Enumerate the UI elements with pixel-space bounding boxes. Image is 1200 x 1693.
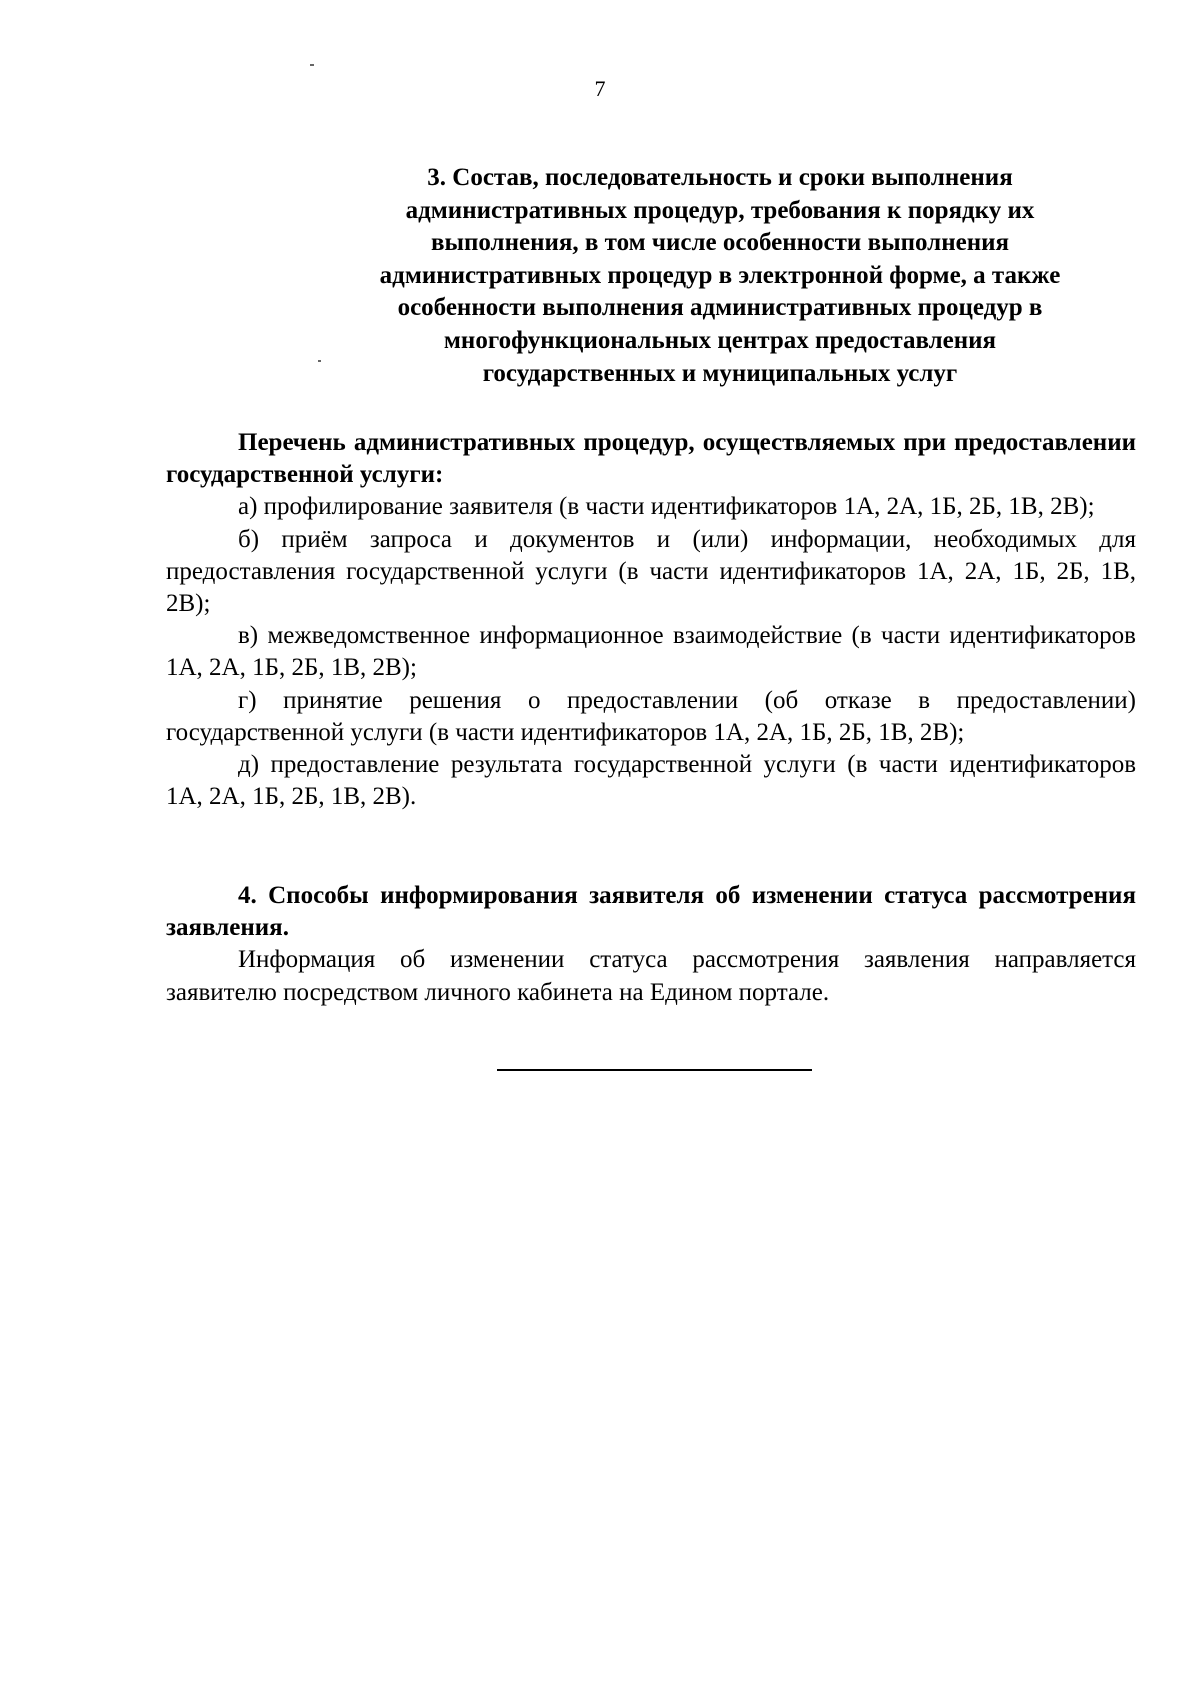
procedure-item: а) профилирование заявителя (в части идентификаторов 1А, 2А, 1Б, 2Б, 1В, 2В); xyxy=(238,493,1095,521)
heading-line: выполнения, в том числе особенности выполнения xyxy=(430,229,1010,257)
heading-line: административных процедур в электронной форме, а также xyxy=(379,261,1061,289)
page-number: 7 xyxy=(594,76,606,101)
heading-line: административных процедур, требования к порядку их xyxy=(405,196,1035,224)
heading-line: многофункциональных центрах предоставления xyxy=(443,326,997,354)
procedures-intro: Перечень административных процедур, осуществляемых при предоставлении государственной услуги: xyxy=(166,429,1136,489)
scan-speck xyxy=(310,64,314,66)
section-4-heading: 4. Способы информирования заявителя об изменении статуса рассмотрения заявления. xyxy=(166,882,1136,942)
procedure-item: г) принятие решения о предоставлении (об отказе в предоставлении) государственной услуги (в части идентификаторов 1А, 2А, 1Б, 2Б, 1В, 2В); xyxy=(166,686,1136,746)
section-4 xyxy=(166,880,1136,1009)
heading-line: особенности выполнения административных процедур в xyxy=(397,294,1043,322)
procedure-item: б) приём запроса и документов и (или) информации, необходимых для предоставления государственной услуги (в части идентификаторов 1А, 2А, 1Б, 2Б, 1В, 2В); xyxy=(166,525,1136,618)
section-3-heading xyxy=(300,162,1140,390)
end-of-document-rule xyxy=(497,1069,812,1071)
procedure-item: в) межведомственное информационное взаимодействие (в части идентификаторов 1А, 2А, 1Б, 2Б, 1В, 2В); xyxy=(166,622,1136,682)
procedure-item: д) предоставление результата государственной услуги (в части идентификаторов 1А, 2А, 1Б, 2Б, 1В, 2В). xyxy=(166,751,1136,811)
section-4-text: Информация об изменении статуса рассмотрения заявления направляется заявителю посредством личного кабинета на Едином портале. xyxy=(166,946,1136,1006)
heading-line: 3. Состав, последовательность и сроки выполнения xyxy=(427,164,1013,191)
heading-line: государственных и муниципальных услуг xyxy=(482,359,958,387)
procedures-list xyxy=(166,427,1136,813)
